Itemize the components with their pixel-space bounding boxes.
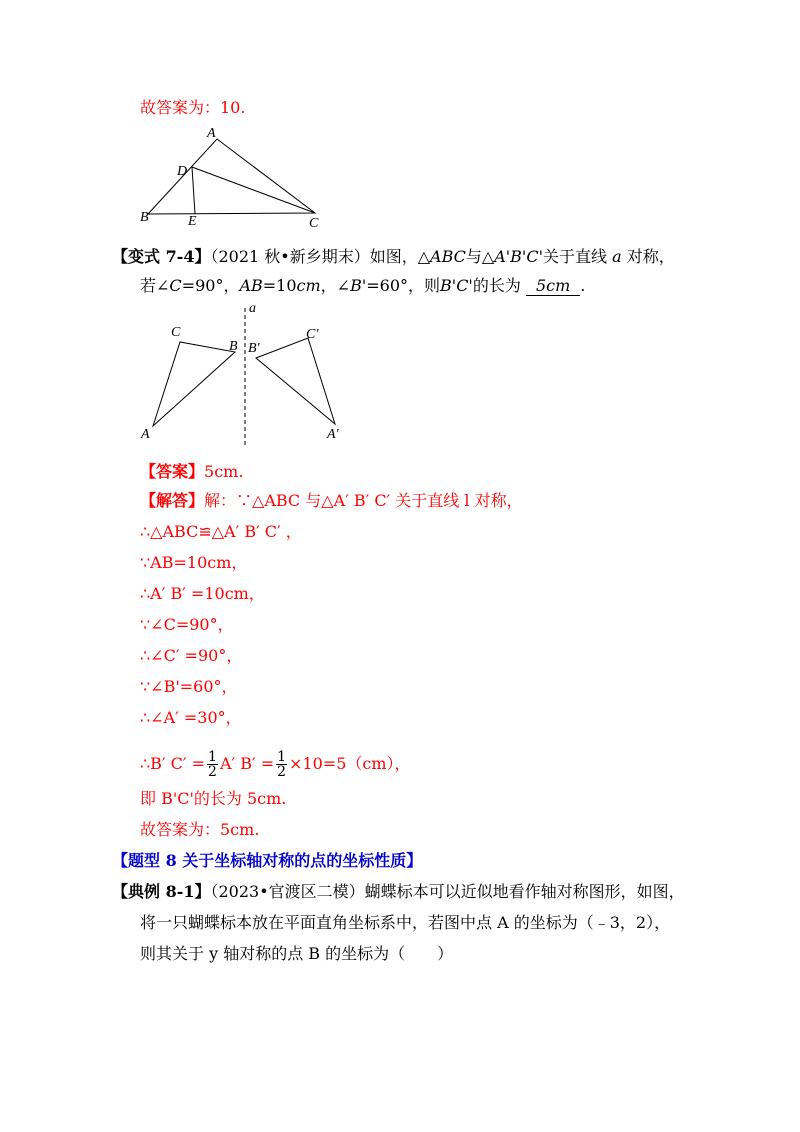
label-A-prime: A′	[327, 427, 339, 442]
math: cm	[296, 276, 321, 295]
text: .	[580, 276, 586, 295]
solution-line-5: ∵∠C=90°，	[140, 615, 234, 634]
label-B-prime: B′	[248, 341, 260, 356]
answer-value: 5cm.	[204, 462, 244, 481]
solution-text: 解：∵△ABC 与△A′ B′ C′ 关于直线 l 对称，	[204, 491, 523, 510]
type-8-heading: 【题型 8 关于坐标轴对称的点的坐标性质】	[112, 851, 423, 870]
text: ×10=5（cm），	[289, 754, 411, 773]
text: 对称，	[626, 247, 675, 266]
example-8-1-line3: 则其关于 y 轴对称的点 B 的坐标为（ ）	[140, 944, 454, 963]
solution-line-1	[140, 491, 523, 511]
example-8-1-line2: 将一只蝴蝶标本放在平面直角坐标系中，若图中点 A 的坐标为（﹣3，2），	[140, 913, 671, 932]
solution-line-6: ∴∠C′ =90°，	[140, 646, 243, 665]
fraction-half-2	[276, 750, 287, 779]
label-B: B	[140, 210, 149, 225]
answer-line	[140, 462, 243, 482]
math: B'C'	[440, 276, 473, 295]
solution-line-8: ∴∠A′ =30°，	[140, 708, 242, 727]
text: ，∠	[320, 276, 351, 295]
text: 关于直线	[542, 247, 607, 266]
text: =90°，	[181, 276, 240, 295]
numerator: 1	[208, 749, 217, 765]
text: （2023•官渡区二模）蝴蝶标本可以近似地看作轴对称图形，如图，	[210, 882, 685, 901]
solution-line-11: 故答案为：5cm.	[140, 820, 260, 839]
denominator: 2	[277, 764, 287, 780]
example-8-1-line1	[112, 882, 685, 902]
math: ABC	[430, 247, 466, 266]
variant-7-4-line1	[112, 247, 675, 267]
text: ∴B′ C′ =	[140, 754, 206, 773]
variant-7-4-line2	[140, 276, 585, 296]
top-answer: 故答案为：10.	[140, 98, 246, 117]
label-C: C	[171, 325, 181, 340]
example-tag: 【典例 8-1】	[112, 882, 211, 901]
text: 若∠	[140, 276, 170, 295]
analysis-tag: 【解答】	[140, 491, 205, 510]
label-E: E	[188, 214, 197, 229]
triangle-figure-1	[135, 125, 335, 230]
math: AB	[239, 276, 263, 295]
text: 如图，△	[369, 247, 431, 266]
math: a	[612, 247, 622, 266]
label-A: A	[141, 427, 150, 442]
numerator: 1	[277, 749, 287, 765]
solution-line-10: 即 B'C'的长为 5cm.	[140, 789, 287, 808]
solution-line-2: ∴△ABC≌△A′ B′ C′ ，	[140, 522, 302, 541]
text: =10	[262, 276, 297, 295]
label-C-prime: C′	[306, 327, 319, 342]
solution-line-3: ∵AB=10cm，	[140, 553, 248, 572]
denominator: 2	[208, 764, 217, 780]
answer-tag: 【答案】	[140, 462, 205, 481]
text: 的长为	[472, 276, 521, 295]
math: B'	[350, 276, 367, 295]
label-a: a	[249, 301, 256, 316]
fraction-half	[207, 750, 218, 779]
solution-line-7: ∵∠B'=60°，	[140, 677, 238, 696]
label-A: A	[207, 126, 216, 141]
solution-line-9	[140, 750, 411, 779]
variant-source: （2021 秋•新乡期末）	[210, 247, 370, 266]
answer-blank: 5cm	[526, 276, 580, 296]
reflection-figure	[135, 300, 365, 450]
text: =60°，则	[366, 276, 441, 295]
variant-tag: 【变式 7-4】	[112, 247, 211, 266]
math: C	[169, 276, 182, 295]
label-C: C	[309, 216, 319, 230]
label-B: B	[229, 339, 238, 354]
label-D: D	[177, 164, 188, 179]
text: A′ B′ =	[219, 754, 275, 773]
text: 与△	[465, 247, 495, 266]
solution-line-4: ∴A′ B′ =10cm，	[140, 584, 265, 603]
math: A'B'C'	[494, 247, 543, 266]
